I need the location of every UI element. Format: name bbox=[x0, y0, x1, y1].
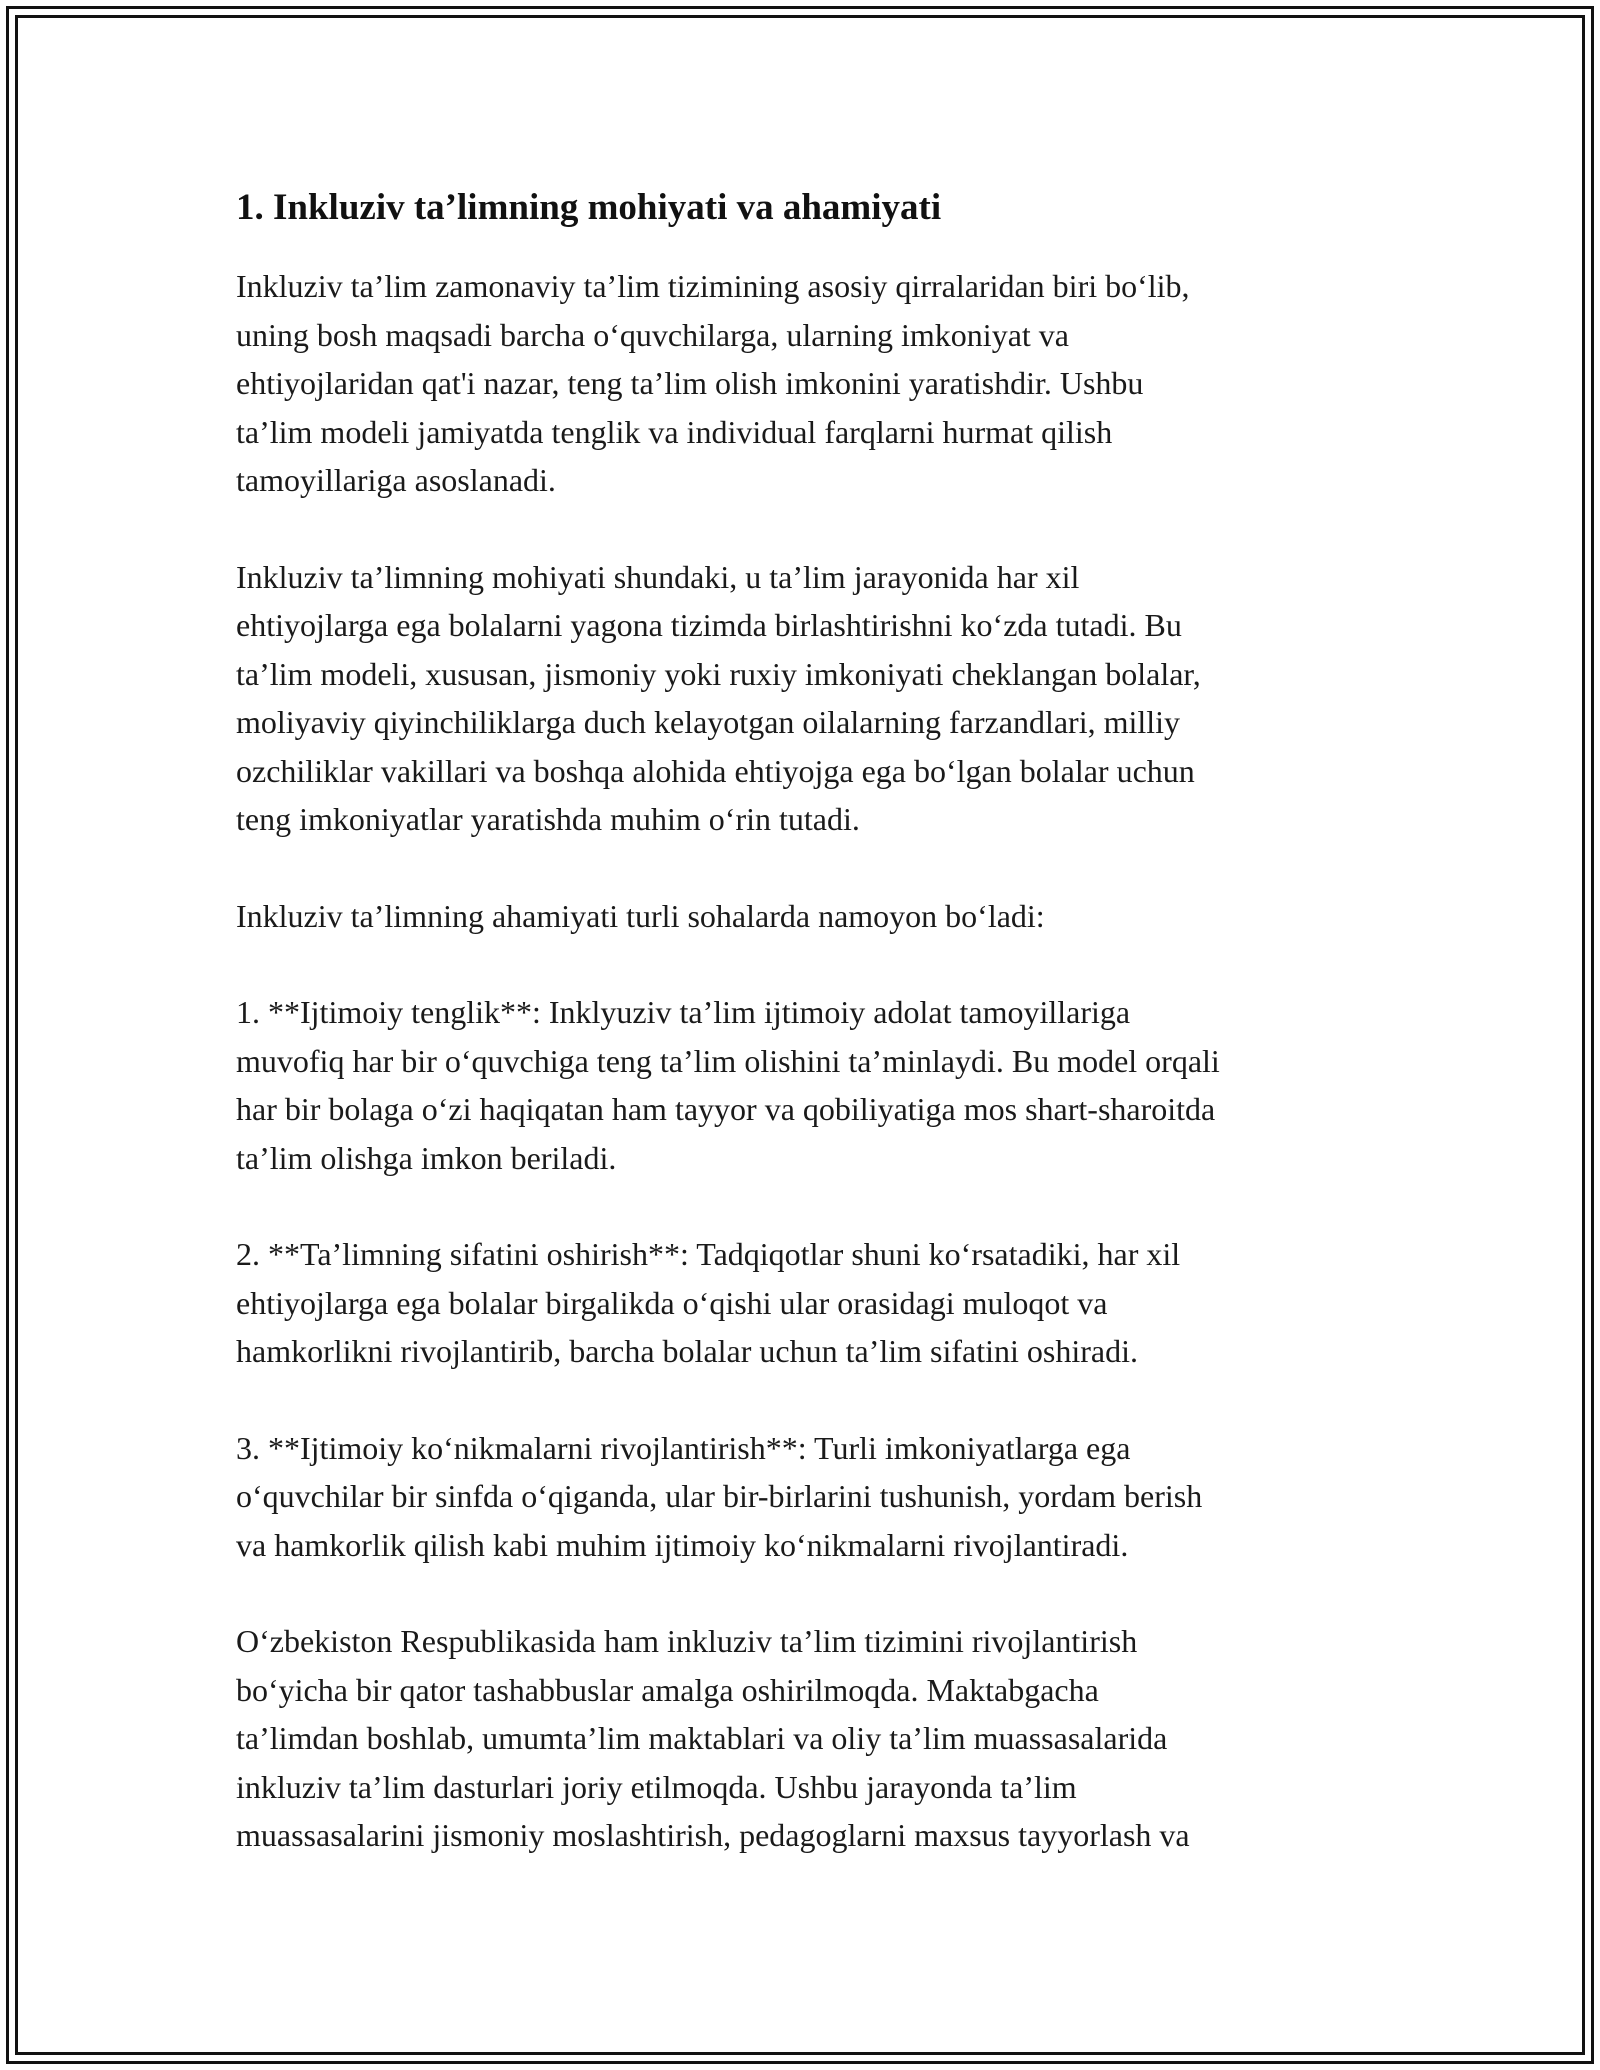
section-heading: 1. Inkluziv ta’limning mohiyati va ahamiyati bbox=[236, 187, 942, 228]
list-item-social-skills: 3. **Ijtimoiy ko‘nikmalarni rivojlantirish**: Turli imkoniyatlarga ega o‘quvchilar bir sinfda o‘qiganda, ular bir-birlarini tushunish, yordam berish va hamkorlik qilish kabi muhim ijtimoiy ko‘nikmalarni rivojlantiradi. bbox=[236, 1429, 1203, 1563]
paragraph-intro: Inkluziv ta’lim zamonaviy ta’lim tizimining asosiy qirralaridan biri bo‘lib, uning bosh maqsadi barcha o‘quvchilarga, ularning imkoniyat va ehtiyojlaridan qat'i nazar, teng ta’lim olish imkonini yaratishdir. Ushbu ta’lim modeli jamiyatda tenglik va individual farqlarni hurmat qilish tamoyillariga asoslanadi. bbox=[236, 268, 1190, 499]
paragraph-essence: Inkluziv ta’limning mohiyati shundaki, u ta’lim jarayonida har xil ehtiyojlarga ega bolalarni yagona tizimda birlashtirishni ko‘zda tutadi. Bu ta’lim modeli, xususan, jismoniy yoki ruxiy imkoniyati cheklangan bolalar, moliyaviy qiyinchiliklarga duch kelayotgan oilalarning farzandlari, milliy ozchiliklar vakillari va boshqa alohida ehtiyojga ega bo‘lgan bolalar uchun teng imkoniyatlar yaratishda muhim o‘rin tutadi. bbox=[236, 558, 1201, 838]
list-item-social-equality: 1. **Ijtimoiy tenglik**: Inklyuziv ta’lim ijtimoiy adolat tamoyillariga muvofiq har bir o‘quvchiga teng ta’lim olishini ta’minlaydi. Bu model orqali har bir bolaga o‘zi haqiqatan ham tayyor va qobiliyatiga mos shart-sharoitda ta’lim olishga imkon beriladi. bbox=[236, 994, 1220, 1176]
list-item-education-quality: 2. **Ta’limning sifatini oshirish**: Tadqiqotlar shuni ko‘rsatadiki, har xil ehtiyojlarga ega bolalar birgalikda o‘qishi ular orasidagi muloqot va hamkorlikni rivojlantirib, barcha bolalar uchun ta’lim sifatini oshiradi. bbox=[236, 1236, 1181, 1370]
paragraph-uzbekistan: O‘zbekiston Respublikasida ham inkluziv ta’lim tizimini rivojlantirish bo‘yicha bir qator tashabbuslar amalga oshirilmoqda. Maktabgacha ta’limdan boshlab, umumta’lim maktablari va oliy ta’lim muassasalarida inkluziv ta’lim dasturlari joriy etilmoqda. Ushbu jarayonda ta’lim muassasalarini jismoniy moslashtirish, pedagoglarni maxsus tayyorlash va bbox=[236, 1623, 1190, 1854]
paragraph-importance-lead: Inkluziv ta’limning ahamiyati turli sohalarda namoyon bo‘ladi: bbox=[236, 897, 1045, 934]
document-body bbox=[236, 186, 1386, 1860]
